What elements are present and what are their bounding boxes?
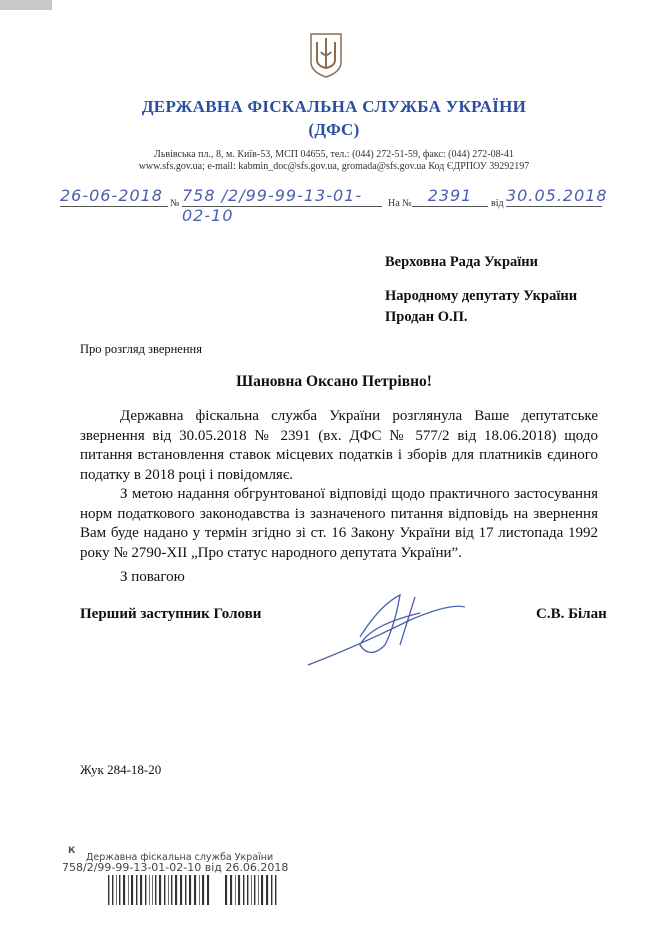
salutation: Шановна Оксано Петрівно! (236, 373, 432, 390)
barcode-bar (159, 875, 161, 905)
barcode-bar (119, 875, 120, 905)
barcode-bar (180, 875, 182, 905)
barcode-bar (225, 875, 227, 905)
ref-number-field (412, 186, 488, 207)
barcode-bar (175, 875, 177, 905)
barcode-bar (266, 875, 268, 905)
ref-number: 2391 (427, 186, 473, 205)
reg-number: 758 /2/99-99-13-01-02-10 (182, 186, 363, 225)
barcode-bar (108, 875, 109, 905)
subject: Про розгляд звернення (80, 342, 202, 356)
barcode-bar (235, 875, 236, 905)
body-paragraph: Державна фіскальна служба України розглянула Ваше депутатське звернення від 30.05.2018 № 2391 (вх. ДФС № 577/2 від 18.06.2018) щодо питання встановлення ставок місцевих податків і зборів для платників єдиного податку в 2018 році і повідомляє. (80, 408, 598, 483)
coat-of-arms-trident-icon (309, 32, 343, 78)
barcode-bar (243, 875, 244, 905)
barcode-bar (164, 875, 165, 905)
barcode-bar (116, 875, 117, 905)
ref-from-label: від (491, 198, 504, 209)
barcode-bar (238, 875, 240, 905)
barcode-mark: К (68, 846, 76, 856)
barcode-bar (149, 875, 150, 905)
barcode-bar (123, 875, 125, 905)
body-paragraph: З метою надання обгрунтованої відповіді щодо практичного застосування норм податкового законодавства із зазначеного питання відповідь на звернення Вам буде надано у термін згідно зі ст. 16 Закону України від 17 листопада 1992 року № 2790-XII „Про статус народного депутата України”. (80, 486, 598, 561)
barcode-bar (131, 875, 133, 905)
address-line: Львівська пл., 8, м. Київ-53, МСП 04655, тел.: (044) 272-51-59, факс: (044) 272-08-41 (154, 149, 514, 160)
barcode-bar (207, 875, 209, 905)
barcode-bar (155, 875, 156, 905)
barcode-bar (189, 875, 191, 905)
reg-number-field (182, 186, 382, 225)
barcode-bar (185, 875, 186, 905)
recipient-title: Народному депутату України (385, 288, 578, 304)
recipient-name: Продан О.П. (385, 309, 468, 325)
signatory-name: С.В. Білан (536, 606, 607, 622)
barcode-bar (230, 875, 232, 905)
barcode-bar (251, 875, 252, 905)
barcode-bar (136, 875, 137, 905)
barcode-bar (194, 875, 196, 905)
barcode-bar (152, 875, 153, 905)
signatory-role: Перший заступник Голови (80, 606, 262, 622)
reg-date-field (60, 186, 168, 207)
barcode-bar (254, 875, 255, 905)
barcode-bar (247, 875, 248, 905)
ref-date: 30.05.2018 (506, 186, 608, 205)
contacts-line: www.sfs.gov.ua; e-mail: kabmin_doc@sfs.gov.ua, gromada@sfs.gov.ua Код ЄДРПОУ 39292197 (138, 161, 530, 172)
barcode-org: Державна фіскальна служба України (86, 852, 274, 863)
barcode-bar (261, 875, 263, 905)
ref-no-label: На № (388, 198, 412, 209)
scan-edge-mark (0, 0, 52, 10)
barcode-bar (202, 875, 204, 905)
recipient-org: Верховна Рада України (385, 254, 538, 270)
closing: З повагою (120, 569, 185, 585)
barcode-bar (271, 875, 272, 905)
barcode-bar (112, 875, 113, 905)
handwritten-signature (300, 585, 480, 670)
barcode-bar (199, 875, 200, 905)
barcode-bar (145, 875, 146, 905)
reg-date: 26-06-2018 (60, 186, 163, 205)
ref-date-field (506, 186, 608, 207)
barcode-bar (140, 875, 142, 905)
barcode-bar (128, 875, 129, 905)
org-name: ДЕРЖАВНА ФІСКАЛЬНА СЛУЖБА УКРАЇНИ (141, 97, 527, 116)
executor: Жук 284-18-20 (80, 762, 162, 777)
barcode-bar (275, 875, 276, 905)
barcode-bar (168, 875, 169, 905)
reg-no-label: № (170, 198, 180, 209)
barcode (108, 875, 280, 905)
org-abbr: (ДФС) (308, 120, 360, 139)
barcode-number: 758/2/99-99-13-01-02-10 від 26.06.2018 (62, 861, 289, 874)
barcode-bar (258, 875, 259, 905)
barcode-bar (171, 875, 172, 905)
